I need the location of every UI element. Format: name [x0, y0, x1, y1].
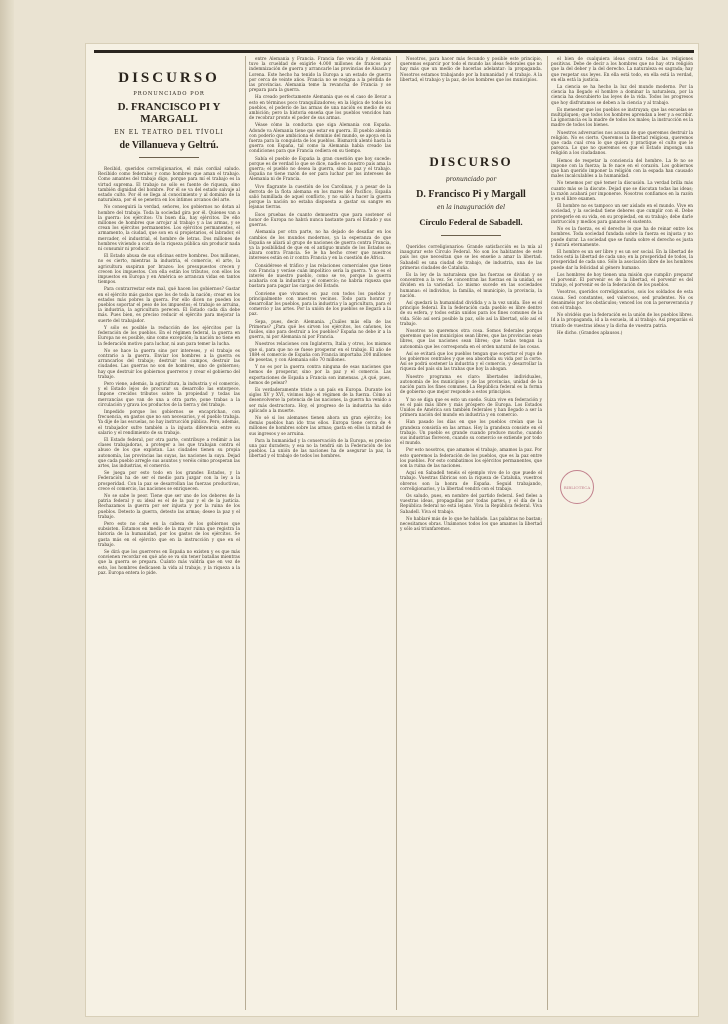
speech2-title: DISCURSO: [429, 154, 513, 170]
paragraph: No conseguirá la verdad, señores, los gobiernos no dotan al hombre del trabajo. Toda la sociedad gira por él. Quienes van a la guerra: los ejércitos: Un buen día, hay ejércitos. De ello millones de hombres que arrojar al trabajo y a las armas, y se crean los ejércitos permanentes. Los ejércitos permanentes, el armamento, la ciudad, que son en si propietarios, el labrador, el mercader, el industrial, el hombre de letras. Dos millones de hombres viviendo a costa de la riqueza pública sin producir nada ni consumir ni producir.: [98, 204, 240, 252]
paragraph: Alemania por otra parte, no ha dejado de desafiar en los cambios de los mundos modernos, ya la esperanza de que España se aliará al grupo de naciones de guerra contra Francia, ya la posibilidad de que en el antiguo mundo de los Estados se alzara contra Francia. Se le ha hecho creer que nuestros intereses están en ir contra Francia y en la cuestión de África.: [249, 229, 391, 261]
paragraph: Aquí en Sabadell tenéis el ejemplo vivo de lo que puede el trabajo. Vuestras fábricas son la riqueza de Cataluña, vuestros obreros son la honra de España. Seguid trabajando, correligionarios, y la libertad vendrá con el trabajo.: [400, 470, 542, 491]
stamp-text: BIBLIOTECA: [563, 484, 591, 490]
paragraph: Sabía el pueblo de España la gran cuestión que hoy sucede: porque es de verdad lo que se dice, nadie en nuestro país ama la guerra; el pueblo no desea la guerra, sino la paz y el trabajo. España no tiene razón de ser para luchar por los intereses de Alemania ni de Francia.: [249, 155, 391, 182]
paragraph: El hombre es un ser libre y es un ser social. En la libertad de todos está la libertad de cada uno; en la prosperidad de todos, la prosperidad de cada uno. Sólo la asociación libre de los hombres puede dar la felicidad al género humano.: [551, 248, 693, 270]
top-rule: [94, 50, 694, 53]
paragraph: He dicho. (Grandes aplausos.): [557, 329, 623, 335]
paragraph: Para la humanidad y la conservación de la Europa, es preciso una paz duradera; y esa no la tendrá sin la Federación de los pueblos. La unión de las naciones ha de asegurar la paz, la libertad y el trabajo de todos los hombres.: [249, 437, 391, 459]
paragraph: La ciencia se ha hecho la luz del mundo moderno. Por la ciencia ha llegado el hombre a dominar la naturaleza, por la ciencia ha descubierto las leyes de la vida. Todos los progresos que hoy disfrutamos se deben a la ciencia y al trabajo.: [551, 84, 693, 105]
speech-title: DISCURSO: [118, 70, 220, 86]
paragraph: Hemos de respetar la conciencia del hombre. La fe no se impone con la fuerza; la fe nace en el corazón. Los gobiernos que han querido imponer la religión con la espada han causado males incalculables a la humanidad.: [551, 157, 693, 179]
column-1-body: [98, 166, 240, 575]
paragraph: Os saludo, pues, en nombre del partido federal. Sed fieles a vuestras ideas, propagadlas por todas partes, y el día de la República federal no está lejano. Viva la República federal. Viva Sabadell. Viva el trabajo.: [400, 492, 542, 514]
speaker-name: D. FRANCISCO PI Y MARGALL: [117, 101, 221, 125]
paragraph: Nuestros adversarios nos acusan de que queremos destruir la religión. No es cierto. Queremos la libertad religiosa, queremos que cada cual crea lo que quiera y practique el culto que le parezca. Lo que no queremos es que el Estado imponga una religión a los ciudadanos.: [551, 129, 693, 156]
heading-divider-2: [441, 235, 501, 236]
paragraph: Conviene que vivamos en paz con todos los pueblos y principalmente con nuestros vecinos. Todo para honrar y desarrollar los pueblos, para la industria y la agricultura, para el comercio y las artes. Por la unión de los pueblos se llegará a la paz.: [249, 290, 391, 317]
paragraph: Impedido porque los gobiernos se encaprichan, con frecuencia, en gastos que no son necesarios, y el pueblo trabaja. Ya dije de las escuelas, no hay instrucción pública. Pero, además, el trabajador sufre también a la injusta diferencia entre su salario y el rendimiento de su trabajo.: [98, 408, 240, 435]
column-3: [396, 56, 542, 1010]
column-1: [98, 56, 240, 1010]
paragraph: Y sólo es posible la reducción de los ejércitos por la federación de los pueblos. En el régimen federal, la guerra en Europa no es posible, sino como excepción; la nación no tiene en la federación motivo para luchar, ni aun para temer la lucha.: [98, 324, 240, 346]
paragraph: Para contrarrestar este mal, qué hacen los gobiernos? Gastar en el ejército más gastos que los de toda la nación; crear en los estados más pobres la guerra. Por ello dicen no pueden los pueblos soportar el peso de los impuestos; el trabajo se arruina, la industria, la agricultura perecen. El Estado cada día debe más. Pues bien, es preciso reducir el ejército para mejorar la suerte del trabajador.: [98, 286, 240, 323]
paragraph: Así quedará la humanidad dividida y a la vez unida. Ese es el principio federal. En la federación cada pueblo es libre dentro de su esfera, y todos están unidos para los fines comunes de la vida. Sólo así será posible la paz, sólo así la libertad, sólo así el trabajo.: [400, 300, 542, 326]
paragraph: Se dirá que los guerreros en España no existen y es que más convienen recordar en qué año se va sin tener batallas mientras que la guerra se prepara. Cuánto más valdría que en vez de esto, los hombres dedicasen la vida al trabajo, y la riqueza a la paz. Europa entera lo pide.: [98, 549, 240, 575]
library-stamp: [560, 470, 594, 504]
paragraph: Por esto nosotros, que amamos el trabajo, amamos la paz. Por esto queremos la federación de los pueblos, que es la paz entre los pueblos. Por esto combatimos los ejércitos permanentes, que son la ruina de las naciones.: [400, 447, 542, 468]
speech-venue: EN EL TEATRO DEL TÍVOLI: [114, 129, 224, 136]
paragraph: Nuestros relaciones con Inglaterra, Italia y otros, los mismos que si, para que no se fuese prosperar en el trabajo. El año de 1884 el comercio de España con Francia importaba 200 millones de pesetas, y con Alemania sólo 70 millones.: [249, 341, 391, 362]
paragraph: Es verdaderamente triste a un país en Europa. Durante los siglos XV y XVI, vivimos bajo el régimen de la fuerza. Cómo al desenvolverse la potencia de las naciones, la guerra ha venido a ser más destructora. Hoy, el progreso de la industria ha sido aplicado a la muerte.: [249, 386, 391, 413]
column-4-body: [551, 56, 693, 335]
newspaper-page: [86, 44, 698, 1016]
paragraph: Sepa, pues, decir: Alemania. ¿Cuáles más ella de las Primeras? ¿Para qué les sirven los ejércitos, los cañones, los fusiles, sino para destruir a los pueblos? España no debe ir a la guerra, ni por Alemania ni por Francia.: [249, 318, 391, 340]
paragraph: Vosotros, queridos correligionarios, sois los soldados de esta causa. Sed constantes, sed valerosos, sed prudentes. No os desaniméis por los obstáculos; venced los con la perseverancia y con el trabajo.: [551, 289, 693, 310]
paragraph: Nuestro programa es claro: libertades individuales, autonomía de los municipios y de las provincias, unidad de la nación para los fines comunes. La República federal es la forma de gobierno que mejor responde a estos principios.: [400, 373, 542, 395]
column-4: [547, 56, 693, 1010]
paragraph: Y no es por la guerra contra ninguna de esas naciones que hemos de prosperar, sino por la paz y el comercio. Las exportaciones de España a Francia son inmensas. ¿A qué, pues, hemos de pelear?: [249, 364, 391, 385]
paragraph: Pero esto no cabe en la cabeza de los gobiernos que subsisten. Estamos en medio de la mayor ruina que registra la historia de la humanidad, por los gastos de los ejércitos. Se gasta más en el ejército que en la instrucción y que en el trabajo.: [98, 521, 240, 547]
column-3-body: [400, 244, 542, 531]
column-2: [245, 56, 391, 1010]
speech-town: de Villanueva y Geltrú.: [119, 140, 219, 151]
column-3-top-body: [400, 56, 542, 82]
paragraph: El hombre no es tampoco un ser aislado en el mundo. Vive en sociedad, y la sociedad tiene deberes que cumplir con él. Debe protegerle en su vida, en su propiedad, en su trabajo; debe darle instrucción y medios para ganarse el sustento.: [551, 203, 693, 224]
page-spine: [0, 0, 14, 1024]
paragraph: Pero viene, además, la agricultura, la industria y el comercio, y el Estado lejos de procurar su desarrollo las entorpece. Impone crecidos tributos sobre la propiedad y todas las mercancías que van de una a otra parte, pone trabas a la circulación y grava los productos de la tierra y del trabajo.: [98, 380, 240, 407]
paragraph: Es menester que los pueblos se instruyan; que las escuelas se multipliquen; que todos los hombres aprendan a leer y a escribir. La ignorancia es la madre de todos los males; la instrucción es la madre de todos los bienes.: [551, 106, 693, 128]
speech2-circle: Círculo Federal de Sabadell.: [419, 217, 523, 228]
paragraph: Los hombres de hoy tienen una misión que cumplir: preparar el porvenir. El porvenir es de la libertad, el porvenir es del trabajo, el porvenir es de la federación de los pueblos.: [551, 271, 693, 288]
paragraph: El Estado abusa de sus oficinas entre hombres. Dos millones, no es cierto, mientras la industria, el comercio, el arte, la agricultura suspiran por brazos: los presupuestos crecen y crecen los impuestos. Con ella están los tributos, con ellos los impuestos en Europa y en América se arrancan vidas en tantos tiempos.: [98, 253, 240, 285]
speech2-place: en la inauguración del: [436, 204, 506, 212]
paragraph: No es la fuerza, es el derecho lo que ha de reinar entre los hombres. Toda sociedad fundada sobre la fuerza es injusta y no puede durar. La sociedad que se funda sobre el derecho es justa y durará eternamente.: [551, 226, 693, 247]
paragraph: Así se evitará que los pueblos tengan que soportar el yugo de los gobiernos centrales y que sea absorbida su vida por la corte. Así se podrá sostener la industria y el comercio, y desarrollar la riqueza del país sin las trabas que hoy la ahogan.: [400, 350, 542, 372]
paragraph: Nosotros no queremos otra cosa. Somos federales porque queremos que los municipios sean libres, que las provincias sean libres, que las naciones sean libres; que todas tengan la autonomía que les corresponda en el orden natural de las cosas.: [400, 328, 542, 349]
paragraph: No tenemos por qué temer la discusión. La verdad brilla más cuanto más se la discute. Dejad que se discutan todas las ideas; la razón acabará por imponerse. Nosotros confiamos en la razón y en el libre examen.: [551, 180, 693, 202]
paragraph: No se sabe lo peor. Tiene que ser uno de los deberes de la patria federal y su ideal es el de la paz y el de la justicia. Rechazamos la guerra por ser injusta y por la ruina de los pueblos. Detesto la guerra, detesto las armas; deseo la paz y el trabajo.: [98, 492, 240, 519]
speech2-pronounced: pronunciado por: [445, 176, 497, 184]
paragraph: Recibid, queridos correligionarios, el más cordial saludo. Recibido como federales y como hombres que aman el trabajo. Como amantes del trabajo digo, porque para mí el trabajo es la virtud suprema. El trabajo no sólo es fuente de riqueza, sino también dignidad del hombre. Por él se va del estado salvaje al estado culto. Por él se llega al conocimiento y al dominio de la naturaleza, por él se penetra en los íntimos arcanos del arte.: [98, 166, 240, 203]
speech-subtitle: PRONUNCIADO POR: [133, 91, 205, 97]
paragraph: Y no se diga que es esto un sueño. Suiza vive en federación y es el país más libre y más próspero de Europa. Los Estados Unidos de América son también federales y han llegado a ser la primera nación del mundo en industria y en comercio.: [400, 396, 542, 418]
paragraph: El Estado federal, por otra parte, contribuye a redimir a las clases trabajadoras, a proteger a los que trabajan contra el abuso de los que explotan. Las ciudades tienen su propia autonomía, las provincias las suyas, las naciones la suya. Dejad que cada pueblo arregle sus asuntos y veréis cómo prosperan las artes, las industrias, el comercio.: [98, 436, 240, 468]
paragraph: Ha creado perfectamente Alemania que es el caso de llevar a esto en términos poco tranquilizadores; en la lógica de todos los pueblos, el poderío de las armas de una nación es medio de su ambición; pero la historia enseña que los pueblos vencidos han de recobrar pronto el poder de sus armas.: [249, 94, 391, 121]
heading-divider: [139, 157, 199, 158]
paragraph: Considérese el tráfico y las relaciones comerciales que tiene con Francia y veráse cuán impolítico sería la guerra. Y no es el interés de nuestro pueblo, como se ve, porque la guerra acabaría con la industria y el comercio; no habría riqueza que bastara para pagar las cargas del Estado.: [249, 262, 391, 289]
paragraph: Han pasado los días en que los pueblos creían que la grandeza consistía en las armas. Hoy la grandeza consiste en el trabajo. Un pueblo es grande cuando produce mucho, cuando sus industrias florecen, cuando su comercio se extiende por todo el mundo.: [400, 419, 542, 446]
paragraph: No hablaré más de lo que he hablado. Las palabras no bastan; necesitamos obras. Unámonos todos los que amamos la libertad y sólo así triunfaremos.: [400, 515, 542, 532]
paragraph: Esos pruebas de cuanto demuestra que para sostener el honor de Europa no habrá nunca bastante para el Estado y sus guerras.: [249, 211, 391, 228]
column-2-body: [249, 56, 391, 459]
paragraph: Es la ley de la naturaleza que las fuerzas se dividan y se concentren a la vez. Se concentran las fuerzas en la unidad, se dividen en la variedad. Lo mismo sucede en las sociedades humanas: el individuo, la familia, el municipio, la provincia, la nación.: [400, 272, 542, 298]
paragraph: Nosotros, para hacer más fecundo y posible este principio, queremos esparcir por todo el mundo las ideas federales que no hay más que un medio de hacerlas adelantar: la propaganda. Nosotros estamos trabajando por la humanidad y el trabajo. A la libertad, el trabajo y la paz, de los hombres que los municipios.: [400, 56, 542, 82]
paragraph: Véase cómo la conducta que siga Alemania con España. Adonde va Alemania tiene que estar en guerra. El pueblo alemán con poderío que ambiciona el dominio del mundo, se apoya en la fuerza para la conquista de los pueblos. Bismarck alentó hasta la guerra con España, tal como la Alemania había creado las condiciones para que Francia cediera en su tiempo.: [249, 122, 391, 154]
paragraph: No sé si los alemanes tienen ahora un gran ejército; los demás pueblos han ido tras ellos. Europa tiene cerca de 4 millones de hombres sobre las armas; gasta en ellos la mitad de sus ingresos y se arruina.: [249, 415, 391, 436]
paragraph: No se hace la guerra sino por intereses, y el trabajo es contrario a la guerra. Enviar los hombres a la guerra es arrancarlos del trabajo; destruir los campos, destruir las ciudades. Las guerras no son de hombres, sino de gobiernos; hay que destruir los gobiernos guerreros y crear el gobierno del trabajo.: [98, 347, 240, 379]
paragraph: Vivo flagrante la cuestión de los Carolinas, y a pesar de la derrota de la flota alemana en los mares del Pacífico, España salió humillada de aquel conflicto, y no salió a hacer la guerra porque la nación no estaba dispuesta a gastar su sangre en lejanas tierras.: [249, 183, 391, 210]
speech2-speaker: D. Francisco Pi y Margall: [416, 189, 526, 201]
paragraph: Se juega por esto todo en los grandes Estados, y la Federación ha de ser el medio para juzgar con la ley a la prosperidad. Con la paz se desarrollan las fuerzas productivas, crece el comercio, las naciones se enriquecen.: [98, 470, 240, 491]
paragraph: No olvidéis que la federación es la unión de los pueblos libres. Id a la propaganda, id a la escuela, id al trabajo. Así preparáis el triunfo de vuestras ideas y la dicha de vuestra patria.: [551, 312, 693, 328]
paragraph: el bien de cualquiera ideas contra todas las religiones positivas. Debe de decir a los hombres que no hay otra religión que la del deber y la del derecho. La naturaleza es sagrada; hay que respetar sus leyes. En ella está todo, en ella está la verdad, en ella está la justicia.: [551, 56, 693, 82]
paragraph: entre Alemania y Francia. Francia fue vencida y Alemania tuvo la crueldad de exigirle 4.000 millones de francos por indemnización de guerra y arrancarle las provincias de Alsacia y Lorena. Este hecho ha tenido la Europa a un estado de guerra por cerca de veinte años. Francia no se resigna a la pérdida de las provincias. Alemania teme la revancha de Francia y se prepara para la guerra.: [249, 56, 391, 93]
paragraph: Queridos correligionarios: Grande satisfacción es la mía al inaugurar este Círculo Federal. No son los habitantes de este país los que necesitan que se les enseñe a amar la libertad. Sabadell es una ciudad de trabajo, de industria, una de las primeras ciudades de Cataluña.: [400, 244, 542, 270]
